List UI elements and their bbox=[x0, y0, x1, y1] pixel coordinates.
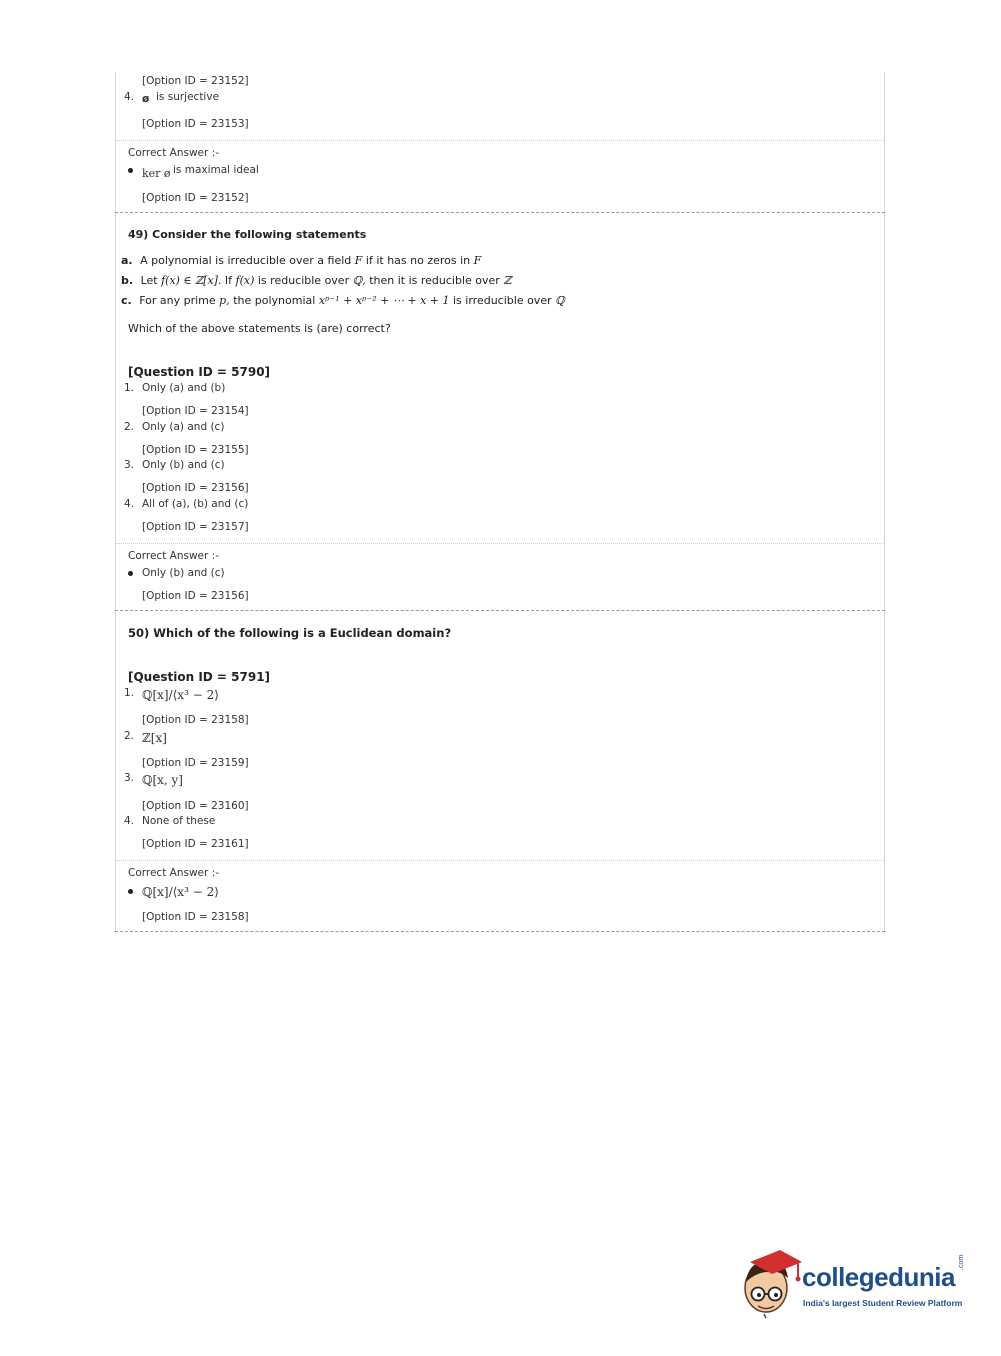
q50-question-id: [Question ID = 5791] bbox=[128, 670, 271, 684]
q48-option4-id: [Option ID = 23153] bbox=[142, 118, 249, 130]
q50-answer-heading: Correct Answer :- bbox=[128, 867, 219, 879]
q49-option3-id: [Option ID = 23156] bbox=[142, 482, 249, 494]
q49-option4-id: [Option ID = 23157] bbox=[142, 521, 249, 533]
q49-option1-num: 1. bbox=[124, 382, 135, 394]
q49-end-divider bbox=[115, 610, 885, 611]
q49-option2-text: Only (a) and (c) bbox=[142, 421, 225, 433]
q49-answer-bullet bbox=[128, 571, 133, 576]
q50-answer-id: [Option ID = 23158] bbox=[142, 911, 249, 923]
q50-option1-id: [Option ID = 23158] bbox=[142, 714, 249, 726]
q50-option4-num: 4. bbox=[124, 815, 135, 827]
brand-tagline: India's largest Student Review Platform bbox=[803, 1298, 963, 1308]
mascot-icon bbox=[740, 1248, 804, 1320]
q49-c-text1: For any prime bbox=[139, 294, 216, 307]
q50-title: 50) Which of the following is a Euclidean domain? bbox=[128, 626, 452, 640]
q49-answer-heading: Correct Answer :- bbox=[128, 550, 219, 562]
q49-a-text2: if it has no zeros in bbox=[365, 254, 471, 267]
q48-answer-math: ker ø bbox=[142, 167, 171, 180]
q49-b-math2: f(x) bbox=[235, 274, 255, 287]
q49-b-text3: is reducible over bbox=[257, 274, 350, 287]
q49-option4-text: All of (a), (b) and (c) bbox=[142, 498, 249, 510]
q49-answer-id: [Option ID = 23156] bbox=[142, 590, 249, 602]
q49-option3-text: Only (b) and (c) bbox=[142, 459, 225, 471]
q49-statement-c bbox=[121, 294, 565, 307]
q48-separator bbox=[116, 140, 884, 141]
brand-name: collegedunia bbox=[802, 1262, 955, 1292]
q48-answer-heading: Correct Answer :- bbox=[128, 147, 219, 159]
q48-option4-text: is surjective bbox=[156, 91, 220, 103]
frame-left-border bbox=[115, 72, 116, 932]
q48-answer-text: is maximal ideal bbox=[173, 164, 259, 176]
q49-separator bbox=[116, 543, 884, 544]
q49-title: 49) Consider the following statements bbox=[128, 228, 367, 241]
q49-statement-a bbox=[121, 254, 481, 267]
q50-answer-text: ℚ[x]/⟨x³ − 2⟩ bbox=[142, 885, 219, 899]
q48-answer-id: [Option ID = 23152] bbox=[142, 192, 249, 204]
q48-option4-num: 4. bbox=[124, 91, 135, 103]
q49-option3-num: 3. bbox=[124, 459, 135, 471]
q49-b-text1: Let bbox=[140, 274, 158, 287]
q49-c-text2: the polynomial bbox=[233, 294, 316, 307]
q49-a-label: a. bbox=[121, 254, 133, 267]
q49-option1-text: Only (a) and (b) bbox=[142, 382, 226, 394]
q49-answer-text: Only (b) and (c) bbox=[142, 567, 225, 579]
q50-option3-id: [Option ID = 23160] bbox=[142, 800, 249, 812]
q49-a-text1: A polynomial is irreducible over a field bbox=[140, 254, 352, 267]
q49-prompt: Which of the above statements is (are) correct? bbox=[128, 322, 391, 335]
q50-option1-text: ℚ[x]/⟨x³ − 2⟩ bbox=[142, 688, 219, 702]
q49-c-math1: p, bbox=[219, 294, 230, 307]
q49-option4-num: 4. bbox=[124, 498, 135, 510]
frame-right-border bbox=[884, 72, 885, 932]
q50-option2-text: ℤ[x] bbox=[142, 731, 167, 745]
q49-b-text4: then it is reducible over bbox=[369, 274, 500, 287]
q49-a-math2: F bbox=[473, 254, 482, 267]
q50-separator bbox=[116, 860, 884, 861]
q49-option2-id: [Option ID = 23155] bbox=[142, 444, 249, 456]
q49-b-math4: ℤ bbox=[503, 274, 512, 287]
q49-option1-id: [Option ID = 23154] bbox=[142, 405, 249, 417]
brand-logo bbox=[740, 1248, 970, 1320]
q50-option3-num: 3. bbox=[124, 772, 135, 784]
q50-option4-id: [Option ID = 23161] bbox=[142, 838, 249, 850]
q49-b-text2: If bbox=[224, 274, 233, 287]
q50-option2-num: 2. bbox=[124, 730, 135, 742]
q49-b-label: b. bbox=[121, 274, 134, 287]
brand-dotcom: .com bbox=[958, 1254, 965, 1270]
q49-c-label: c. bbox=[121, 294, 132, 307]
q49-c-text3: is irreducible over bbox=[453, 294, 552, 307]
q50-option1-num: 1. bbox=[124, 687, 135, 699]
q49-b-math3: ℚ, bbox=[352, 274, 366, 287]
q49-c-math3: ℚ bbox=[555, 294, 565, 307]
q50-option2-id: [Option ID = 23159] bbox=[142, 757, 249, 769]
q48-answer-bullet bbox=[128, 168, 133, 173]
q49-b-math1: f(x) ∈ ℤ[x]. bbox=[161, 274, 222, 287]
q49-c-math2: xᵖ⁻¹ + xᵖ⁻² + ⋯ + x + 1 bbox=[318, 294, 450, 307]
q50-option3-text: ℚ[x, y] bbox=[142, 773, 183, 787]
q49-a-math1: F bbox=[354, 254, 363, 267]
q50-answer-bullet bbox=[128, 889, 133, 894]
q50-end-divider bbox=[115, 931, 885, 932]
q48-end-divider bbox=[115, 212, 885, 213]
q49-statement-b bbox=[121, 274, 511, 287]
q48-option4-symbol: ø bbox=[142, 93, 150, 105]
q48-option3-id: [Option ID = 23152] bbox=[142, 75, 249, 87]
q49-option2-num: 2. bbox=[124, 421, 135, 433]
q49-question-id: [Question ID = 5790] bbox=[128, 365, 271, 379]
q50-option4-text: None of these bbox=[142, 815, 216, 827]
